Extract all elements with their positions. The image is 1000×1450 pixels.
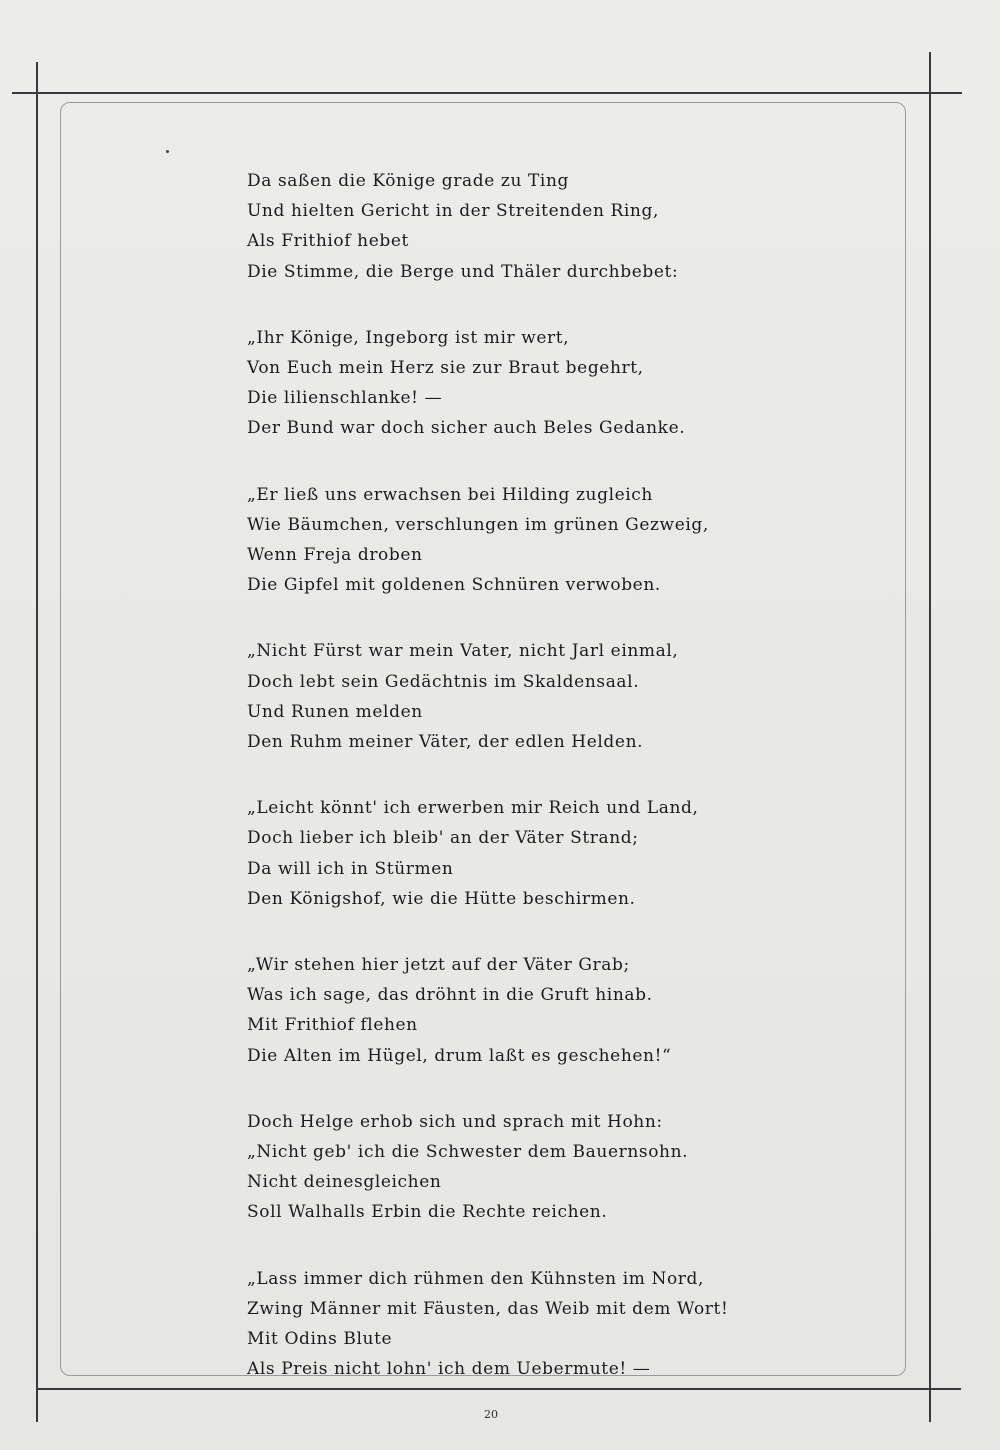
verse-line: „Wir stehen hier jetzt auf der Väter Grab; [247, 955, 630, 976]
verse-line: Zwing Männer mit Fäusten, das Weib mit dem Wort! [247, 1298, 729, 1319]
verse-line: Da saßen die Könige grade zu Ting [247, 171, 569, 191]
verse-line: Da will ich in Stürmen [247, 858, 454, 879]
verse-line: Mit Frithiof flehen [247, 1015, 418, 1036]
stanza-6 [247, 950, 867, 1071]
verse-line: Doch lebt sein Gedächtnis im Skaldensaal. [247, 671, 640, 692]
frame-left-line [36, 62, 38, 1422]
verse-line: Was ich sage, das dröhnt in die Gruft hinab. [247, 985, 653, 1006]
verse-line: „Leicht könnt' ich erwerben mir Reich und Land, [247, 798, 699, 819]
verse-line: Soll Walhalls Erbin die Rechte reichen. [247, 1202, 608, 1223]
verse-line: Und Runen melden [247, 701, 423, 722]
verse-line: Die lilienschlanke! — [247, 388, 443, 409]
verse-line: Wie Bäumchen, verschlungen im grünen Gezweig, [247, 514, 709, 535]
verse-line: Den Ruhm meiner Väter, der edlen Helden. [247, 732, 644, 753]
verse-line: Nicht deinesgleichen [247, 1172, 442, 1193]
ink-speck [166, 150, 169, 153]
page-number: 20 [484, 1408, 498, 1421]
stanza-8 [247, 1264, 867, 1385]
verse-line: Mit Odins Blute [247, 1329, 393, 1350]
verse-line: Als Preis nicht lohn' ich dem Uebermute! — [247, 1359, 651, 1380]
poem-body [247, 166, 867, 1421]
verse-line: Die Alten im Hügel, drum laßt es geschehen!“ [247, 1045, 672, 1066]
verse-line: Doch lieber ich bleib' an der Väter Strand; [247, 828, 639, 849]
verse-line: Die Gipfel mit goldenen Schnüren verwoben. [247, 575, 661, 596]
stanza-5 [247, 793, 867, 914]
verse-line: Doch Helge erhob sich und sprach mit Hohn: [247, 1111, 663, 1132]
stanza-1 [247, 166, 867, 287]
stanza-3 [247, 480, 867, 601]
verse-line: „Lass immer dich rühmen den Kühnsten im Nord, [247, 1268, 705, 1289]
stanza-2 [247, 323, 867, 444]
verse-line: Wenn Freja droben [247, 545, 423, 566]
stanza-4 [247, 636, 867, 757]
frame-top-line [12, 92, 962, 94]
verse-line: Als Frithiof hebet [247, 231, 409, 252]
verse-line: Die Stimme, die Berge und Thäler durchbebet: [247, 261, 679, 282]
verse-line: „Ihr Könige, Ingeborg ist mir wert, [247, 327, 570, 348]
verse-line: Von Euch mein Herz sie zur Braut begehrt, [247, 358, 644, 379]
verse-line: „Nicht Fürst war mein Vater, nicht Jarl einmal, [247, 641, 679, 662]
stanza-7 [247, 1107, 867, 1228]
verse-line: Den Königshof, wie die Hütte beschirmen. [247, 888, 636, 909]
verse-line: „Nicht geb' ich die Schwester dem Bauernsohn. [247, 1142, 689, 1163]
verse-line: „Er ließ uns erwachsen bei Hilding zugleich [247, 484, 653, 505]
verse-line: Der Bund war doch sicher auch Beles Gedanke. [247, 418, 686, 439]
frame-right-line [929, 52, 931, 1422]
verse-line: Und hielten Gericht in der Streitenden Ring, [247, 201, 659, 222]
